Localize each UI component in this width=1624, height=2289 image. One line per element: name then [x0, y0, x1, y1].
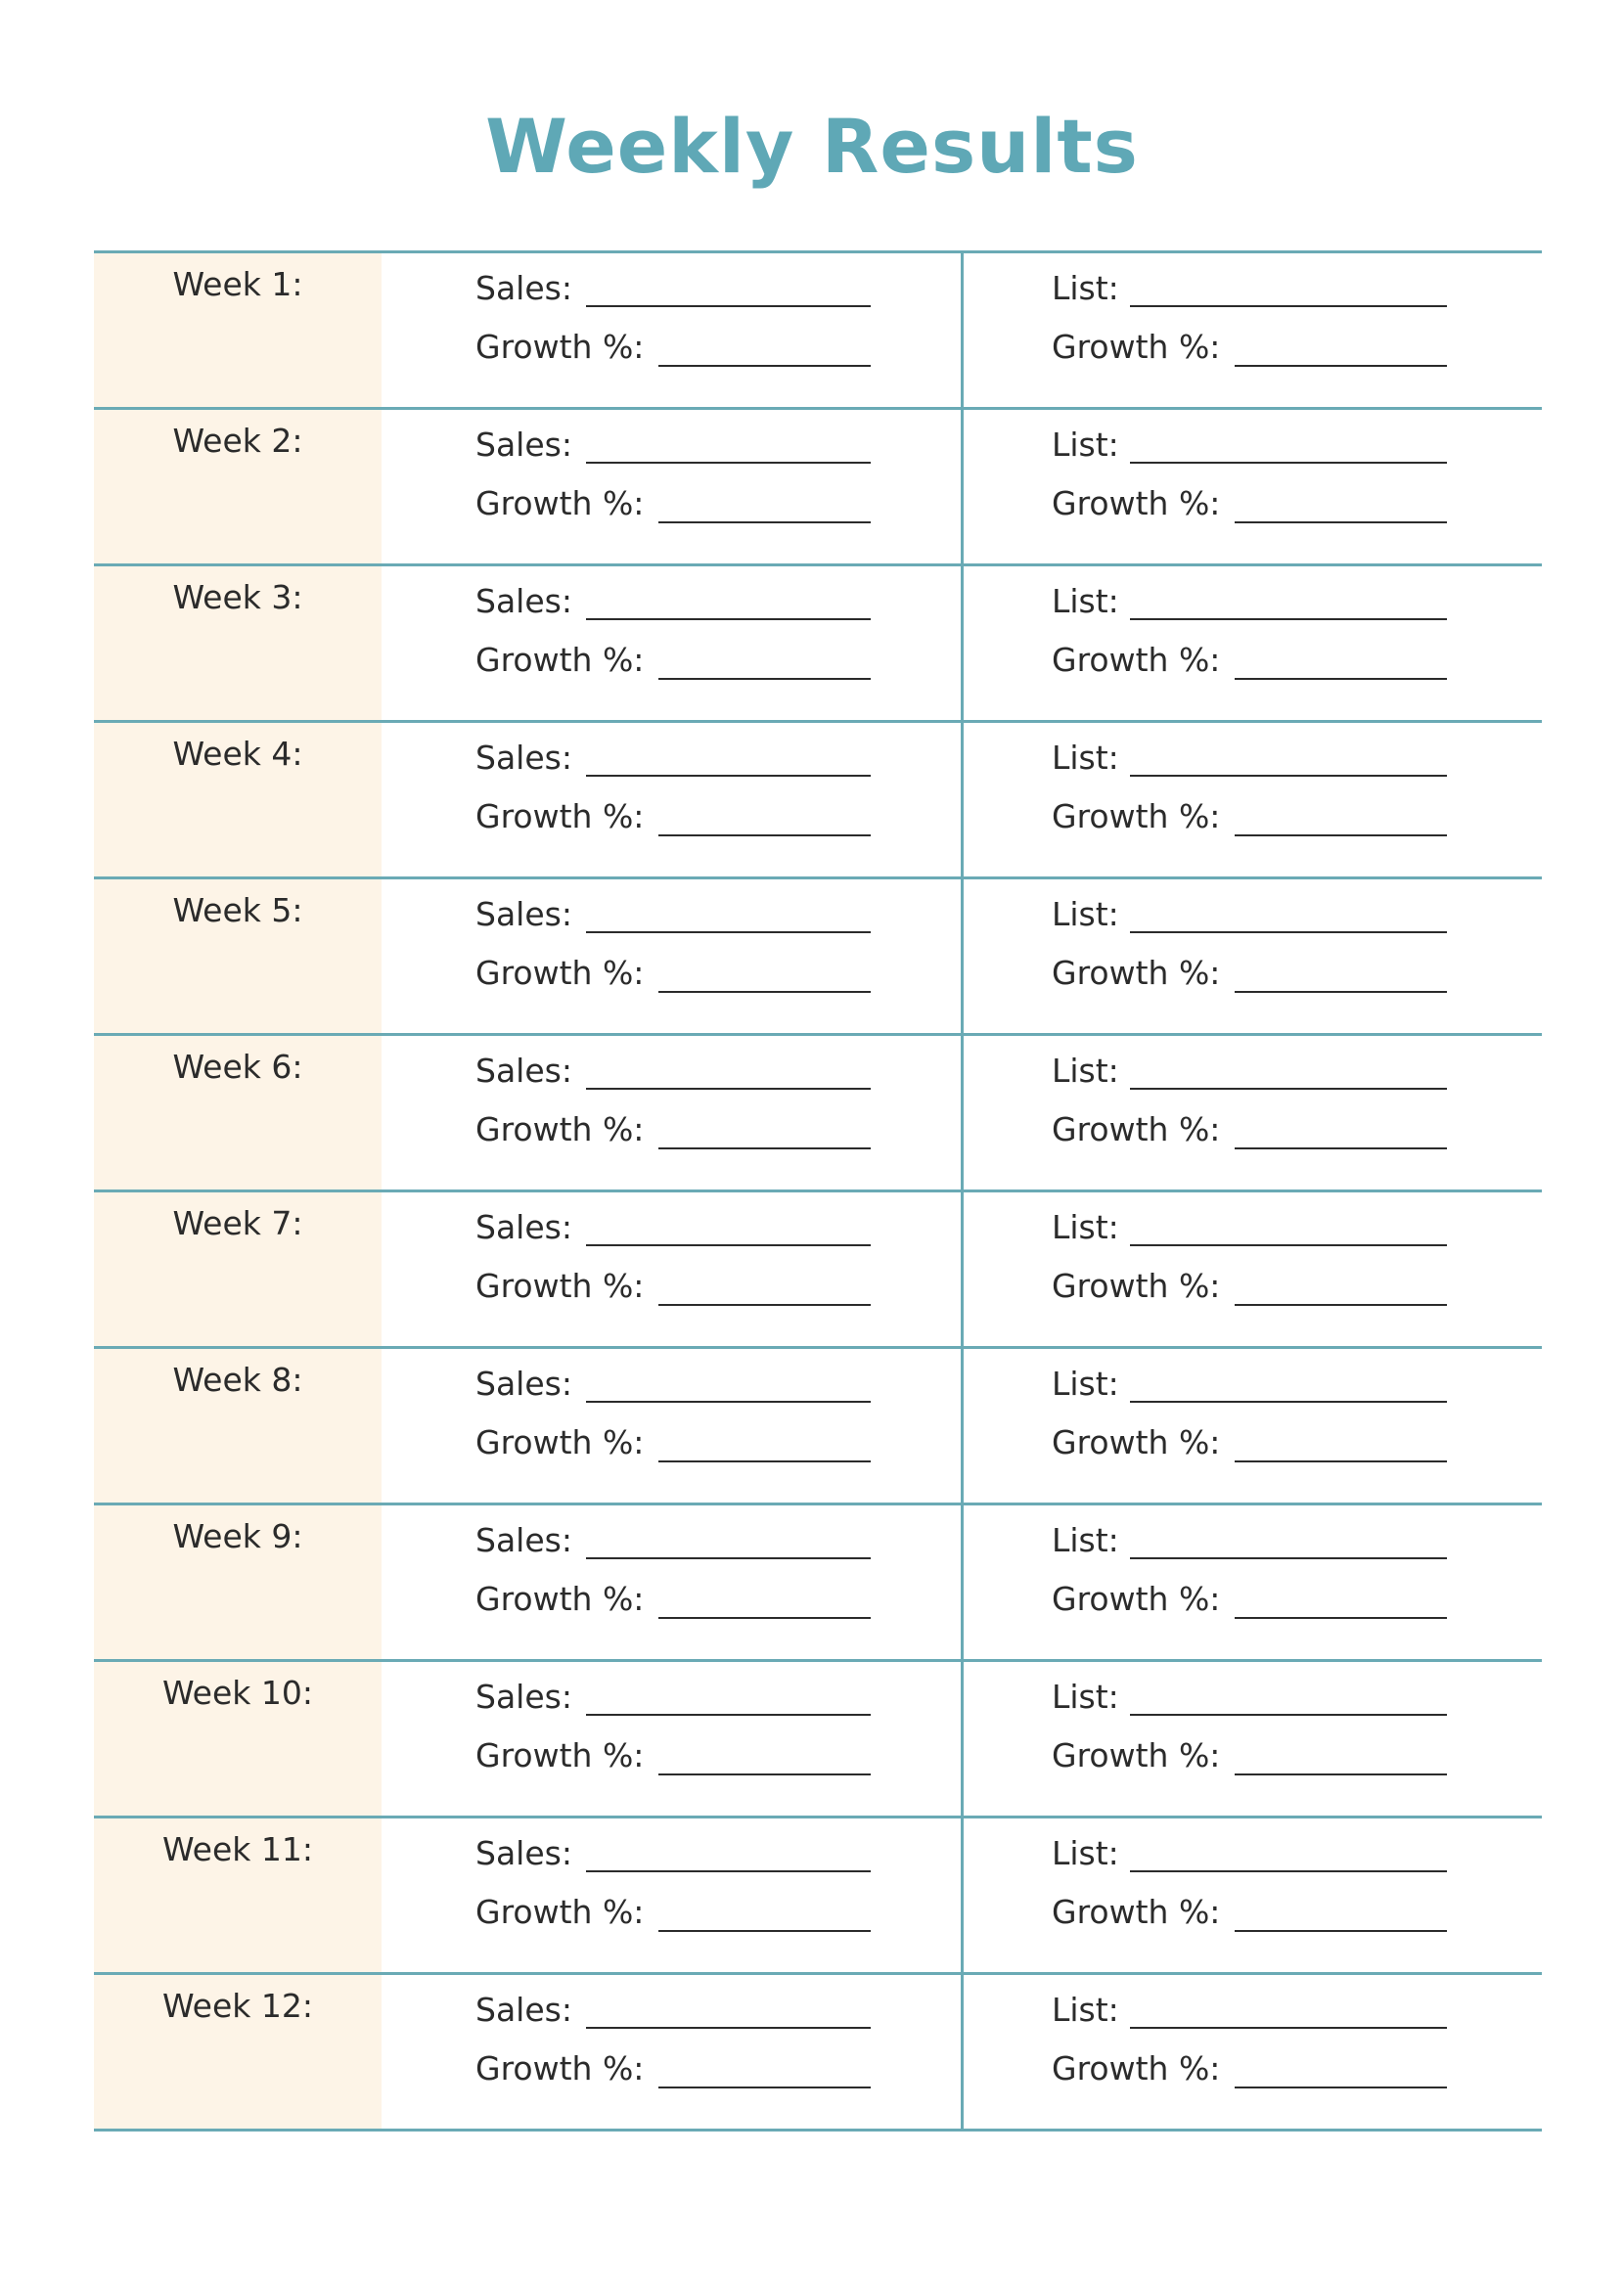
list-growth-label: Growth %:: [1052, 1893, 1221, 1931]
list-entry-line[interactable]: [1130, 462, 1447, 464]
column-divider: [961, 1349, 964, 1503]
sales-growth-entry-line[interactable]: [658, 521, 871, 523]
sales-growth-label: Growth %:: [475, 954, 645, 992]
list-label: List:: [1052, 1678, 1119, 1716]
list-growth-entry-line[interactable]: [1235, 521, 1447, 523]
list-growth-entry-line[interactable]: [1235, 365, 1447, 367]
week-label: Week 8:: [172, 1361, 303, 1399]
week-cell: [94, 1662, 382, 1816]
sales-growth-entry-line[interactable]: [658, 2087, 871, 2088]
list-growth-entry-line[interactable]: [1235, 834, 1447, 836]
list-growth-label: Growth %:: [1052, 954, 1221, 992]
sales-label: Sales:: [475, 895, 572, 933]
sales-growth-label: Growth %:: [475, 1110, 645, 1148]
week-row: [94, 410, 1542, 566]
list-label: List:: [1052, 895, 1119, 933]
list-label: List:: [1052, 1208, 1119, 1246]
list-growth-label: Growth %:: [1052, 1580, 1221, 1618]
week-cell: [94, 410, 382, 563]
sales-entry-line[interactable]: [586, 931, 871, 933]
list-label: List:: [1052, 269, 1119, 307]
week-label: Week 10:: [161, 1674, 313, 1712]
column-divider: [961, 723, 964, 876]
sales-entry-line[interactable]: [586, 1244, 871, 1246]
sales-label: Sales:: [475, 1991, 572, 2029]
week-row: [94, 1192, 1542, 1349]
sales-growth-label: Growth %:: [475, 1580, 645, 1618]
list-growth-entry-line[interactable]: [1235, 991, 1447, 993]
week-row: [94, 1505, 1542, 1662]
sales-entry-line[interactable]: [586, 1557, 871, 1559]
sales-entry-line[interactable]: [586, 618, 871, 620]
week-row: [94, 1662, 1542, 1818]
sales-entry-line[interactable]: [586, 2027, 871, 2029]
column-divider: [961, 1505, 964, 1659]
sales-growth-entry-line[interactable]: [658, 834, 871, 836]
list-entry-line[interactable]: [1130, 1401, 1447, 1403]
sales-growth-label: Growth %:: [475, 1423, 645, 1461]
sales-label: Sales:: [475, 426, 572, 464]
column-divider: [961, 566, 964, 720]
sales-growth-label: Growth %:: [475, 797, 645, 835]
list-growth-entry-line[interactable]: [1235, 678, 1447, 680]
sales-entry-line[interactable]: [586, 775, 871, 777]
list-growth-entry-line[interactable]: [1235, 1617, 1447, 1619]
sales-growth-entry-line[interactable]: [658, 365, 871, 367]
week-cell: [94, 1505, 382, 1659]
week-row: [94, 566, 1542, 723]
list-entry-line[interactable]: [1130, 2027, 1447, 2029]
sales-label: Sales:: [475, 1365, 572, 1403]
week-row: [94, 879, 1542, 1036]
week-row: [94, 1349, 1542, 1505]
week-label: Week 11:: [161, 1830, 313, 1868]
column-divider: [961, 253, 964, 407]
list-growth-entry-line[interactable]: [1235, 2087, 1447, 2088]
list-entry-line[interactable]: [1130, 1870, 1447, 1872]
list-growth-label: Growth %:: [1052, 1736, 1221, 1774]
sales-label: Sales:: [475, 1052, 572, 1090]
list-growth-label: Growth %:: [1052, 328, 1221, 366]
weekly-results-table: [94, 250, 1542, 2132]
list-growth-label: Growth %:: [1052, 1267, 1221, 1305]
sales-growth-entry-line[interactable]: [658, 1147, 871, 1149]
week-label: Week 9:: [172, 1517, 303, 1555]
sales-growth-label: Growth %:: [475, 1267, 645, 1305]
sales-label: Sales:: [475, 582, 572, 620]
sales-growth-entry-line[interactable]: [658, 991, 871, 993]
list-growth-entry-line[interactable]: [1235, 1773, 1447, 1775]
sales-growth-label: Growth %:: [475, 484, 645, 522]
sales-growth-label: Growth %:: [475, 1893, 645, 1931]
week-cell: [94, 1192, 382, 1346]
week-cell: [94, 566, 382, 720]
sales-growth-entry-line[interactable]: [658, 1930, 871, 1932]
list-entry-line[interactable]: [1130, 775, 1447, 777]
list-growth-label: Growth %:: [1052, 2049, 1221, 2087]
list-label: List:: [1052, 1521, 1119, 1559]
sales-entry-line[interactable]: [586, 1714, 871, 1716]
column-divider: [961, 1975, 964, 2129]
sales-growth-entry-line[interactable]: [658, 1460, 871, 1462]
sales-entry-line[interactable]: [586, 1401, 871, 1403]
list-label: List:: [1052, 1052, 1119, 1090]
sales-label: Sales:: [475, 739, 572, 777]
week-label: Week 6:: [172, 1048, 303, 1086]
list-entry-line[interactable]: [1130, 1714, 1447, 1716]
list-label: List:: [1052, 1365, 1119, 1403]
list-entry-line[interactable]: [1130, 618, 1447, 620]
week-cell: [94, 879, 382, 1033]
week-label: Week 5:: [172, 891, 303, 929]
column-divider: [961, 1818, 964, 1972]
week-row: [94, 723, 1542, 879]
sales-label: Sales:: [475, 269, 572, 307]
week-row: [94, 1975, 1542, 2132]
sales-label: Sales:: [475, 1834, 572, 1872]
list-growth-label: Growth %:: [1052, 484, 1221, 522]
week-label: Week 7:: [172, 1204, 303, 1242]
sales-growth-entry-line[interactable]: [658, 1773, 871, 1775]
list-growth-label: Growth %:: [1052, 641, 1221, 679]
sales-label: Sales:: [475, 1208, 572, 1246]
list-label: List:: [1052, 426, 1119, 464]
week-cell: [94, 723, 382, 876]
sales-growth-entry-line[interactable]: [658, 1304, 871, 1306]
list-entry-line[interactable]: [1130, 305, 1447, 307]
sales-growth-entry-line[interactable]: [658, 678, 871, 680]
sales-growth-label: Growth %:: [475, 1736, 645, 1774]
sales-growth-label: Growth %:: [475, 641, 645, 679]
list-label: List:: [1052, 1834, 1119, 1872]
week-label: Week 4:: [172, 735, 303, 773]
sales-entry-line[interactable]: [586, 1870, 871, 1872]
week-label: Week 2:: [172, 422, 303, 460]
week-row: [94, 1036, 1542, 1192]
list-growth-entry-line[interactable]: [1235, 1147, 1447, 1149]
list-entry-line[interactable]: [1130, 931, 1447, 933]
column-divider: [961, 1662, 964, 1816]
sales-label: Sales:: [475, 1678, 572, 1716]
list-entry-line[interactable]: [1130, 1088, 1447, 1090]
column-divider: [961, 1192, 964, 1346]
sales-growth-label: Growth %:: [475, 328, 645, 366]
list-growth-entry-line[interactable]: [1235, 1304, 1447, 1306]
list-growth-entry-line[interactable]: [1235, 1460, 1447, 1462]
list-growth-label: Growth %:: [1052, 797, 1221, 835]
page-title: Weekly Results: [485, 103, 1139, 190]
sales-growth-entry-line[interactable]: [658, 1617, 871, 1619]
list-label: List:: [1052, 739, 1119, 777]
week-label: Week 12:: [161, 1987, 313, 2025]
week-label: Week 1:: [172, 265, 303, 303]
week-cell: [94, 1975, 382, 2129]
week-row: [94, 253, 1542, 410]
list-label: List:: [1052, 1991, 1119, 2029]
list-growth-label: Growth %:: [1052, 1110, 1221, 1148]
week-cell: [94, 1036, 382, 1189]
sales-label: Sales:: [475, 1521, 572, 1559]
week-cell: [94, 1349, 382, 1503]
sales-entry-line[interactable]: [586, 1088, 871, 1090]
week-cell: [94, 1818, 382, 1972]
sales-entry-line[interactable]: [586, 462, 871, 464]
sales-entry-line[interactable]: [586, 305, 871, 307]
column-divider: [961, 410, 964, 563]
column-divider: [961, 1036, 964, 1189]
list-label: List:: [1052, 582, 1119, 620]
week-cell: [94, 253, 382, 407]
list-growth-entry-line[interactable]: [1235, 1930, 1447, 1932]
column-divider: [961, 879, 964, 1033]
list-entry-line[interactable]: [1130, 1244, 1447, 1246]
list-entry-line[interactable]: [1130, 1557, 1447, 1559]
sales-growth-label: Growth %:: [475, 2049, 645, 2087]
week-row: [94, 1818, 1542, 1975]
list-growth-label: Growth %:: [1052, 1423, 1221, 1461]
week-label: Week 3:: [172, 578, 303, 616]
